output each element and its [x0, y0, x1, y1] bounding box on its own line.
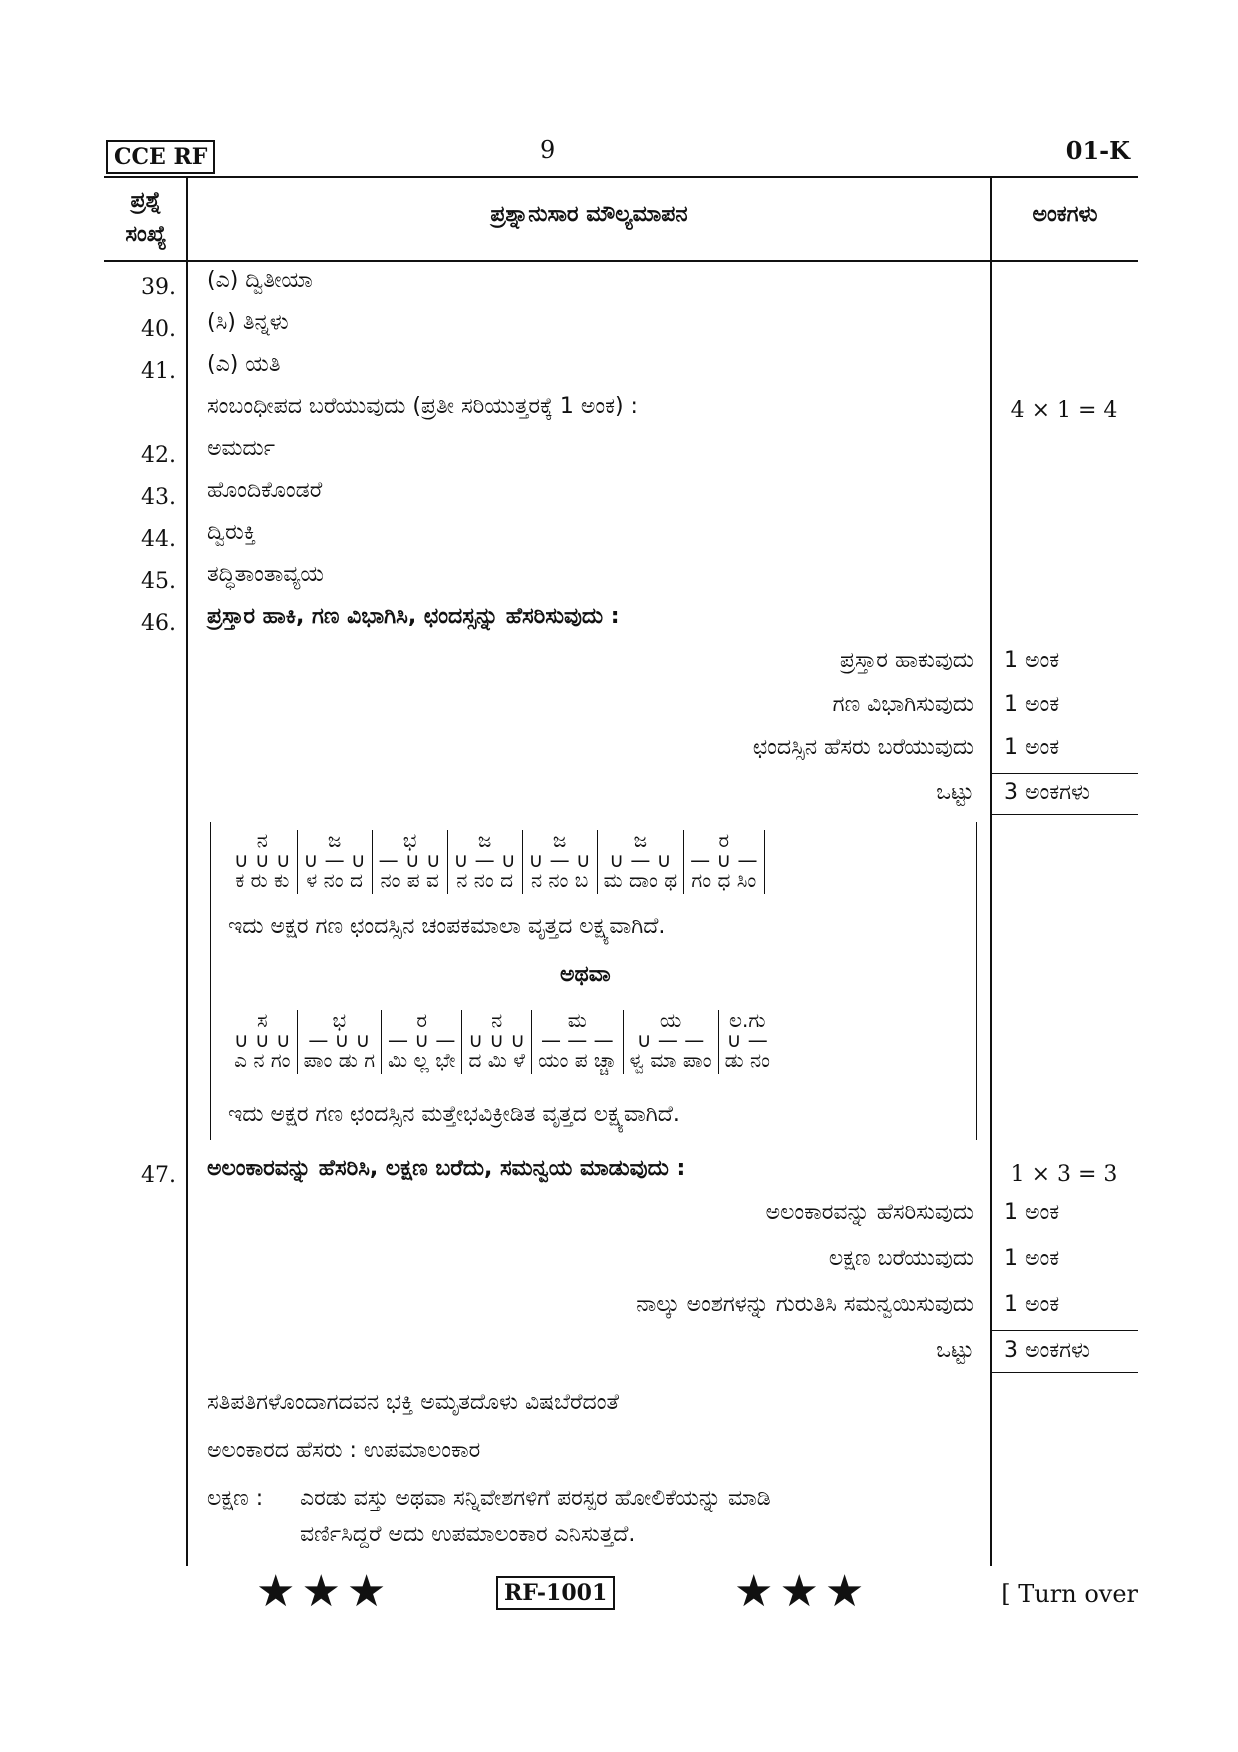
gana-label: ರ — [718, 828, 730, 852]
q47-example: ಸತಿಪತಿಗಳೊಂದಾಗದವನ ಭಕ್ತಿ ಅಮೃತದೊಳು ವಿಷಬೆರೆದಂತೆ — [207, 1390, 620, 1415]
scansion-marks: ∪ — ∪ — [453, 848, 516, 872]
gana-label: ಯ — [659, 1008, 682, 1032]
gana-label: ಸ — [257, 1008, 268, 1032]
q46-row2-marks: 1 ಅಂಕ — [1004, 692, 1060, 717]
q47-row2-label: ಲಕ್ಷಣ ಬರೆಯುವುದು — [828, 1246, 974, 1271]
scansion-marks: ∪ — ∪ — [303, 848, 366, 872]
q47-row1-label: ಅಲಂಕಾರವನ್ನು ಹೆಸರಿಸುವುದು — [765, 1200, 974, 1225]
scansion-marks: ∪ ∪ ∪ — [234, 848, 291, 872]
metre1-note: ಇದು ಅಕ್ಷರ ಗಣ ಛಂದಸ್ಸಿನ ಚಂಪಕಮಾಲಾ ವೃತ್ತದ ಲಕ್ಷ್ಯವಾಗಿದೆ. — [228, 914, 666, 939]
metre1-gana — [523, 830, 598, 894]
gana-label: ಭ — [332, 1008, 347, 1032]
q45-number: 45. — [141, 569, 176, 594]
head-question-number — [110, 184, 182, 252]
metre2-gana — [624, 1010, 719, 1074]
q43-number: 43. — [141, 485, 176, 510]
metre1-gana — [598, 830, 685, 894]
metre2-gana — [719, 1010, 776, 1074]
syllables: ಳ್ವ ಮಾ ಪಾಂ — [629, 1048, 712, 1072]
syllables: ಎ ನ ಗಂ — [234, 1048, 291, 1072]
q46-row3-marks: 1 ಅಂಕ — [1004, 735, 1060, 760]
metre2 — [228, 1010, 776, 1074]
relation-intro: ಸಂಬಂಧೀಪದ ಬರೆಯುವುದು (ಪ್ರತೀ ಸರಿಯುತ್ತರಕ್ಕೆ 1 ಅಂಕ) : — [207, 394, 638, 419]
gana-label: ಭ — [402, 828, 417, 852]
syllables: ನಂ ಪ ವ — [380, 868, 439, 892]
gana-label: ರ — [416, 1008, 428, 1032]
metre1-gana — [684, 830, 764, 894]
scansion-marks: ∪ — — — [636, 1028, 705, 1052]
head-evaluation: ಪ್ರಶ್ನಾನುಸಾರ ಮೌಲ್ಯಮಾಪನ — [490, 202, 688, 227]
syllables: ಡು ನಂ — [724, 1048, 770, 1072]
scansion-marks: ∪ ∪ ∪ — [234, 1028, 291, 1052]
metre2-gana — [228, 1010, 298, 1074]
metre2-gana — [532, 1010, 624, 1074]
syllables: ಯಂ ಪ ಚ್ಚಾ — [538, 1048, 617, 1072]
q40-answer: (ಸಿ) ತಿನ್ನಳು — [207, 310, 289, 335]
q46-row3-label: ಛಂದಸ್ಸಿನ ಹೆಸರು ಬರೆಯುವುದು — [752, 735, 974, 760]
syllables: ಕ ರು ಕು — [235, 868, 290, 892]
q47-definition-line2: ವರ್ಣಿಸಿದ್ದರೆ ಅದು ಉಪಮಾಲಂಕಾರ ಎನಿಸುತ್ತದೆ. — [300, 1522, 636, 1547]
q47-total-bottom-rule — [990, 1372, 1138, 1373]
column-divider-left — [186, 176, 188, 1566]
metre1-gana — [228, 830, 298, 894]
footer-stars-left: ★★★ — [256, 1566, 393, 1617]
metre2-gana — [298, 1010, 382, 1074]
relation-marks: 4 × 1 = 4 — [1010, 398, 1118, 423]
footer-code: RF-1001 — [496, 1576, 615, 1610]
metre-or: ಅಥವಾ — [560, 962, 611, 987]
q47-row3-label: ನಾಲ್ಕು ಅಂಶಗಳನ್ನು ಗುರುತಿಸಿ ಸಮನ್ವಯಿಸುವುದು — [636, 1292, 974, 1317]
q46-number: 46. — [141, 611, 176, 636]
q47-number: 47. — [141, 1163, 176, 1188]
q45-answer: ತದ್ಧಿತಾಂತಾವ್ಯಯ — [207, 562, 324, 587]
q46-total-label: ಒಟ್ಟು — [936, 780, 974, 805]
syllables: ಗಂ ಧ ಸಿಂ — [691, 868, 757, 892]
turn-over-label: [ Turn over — [1001, 1580, 1138, 1608]
scansion-marks: ∪ — — [726, 1028, 768, 1052]
syllables: ದ ಮಿ ಳೆ — [468, 1048, 525, 1072]
scansion-marks: — ∪ ∪ — [308, 1028, 371, 1052]
metre2-gana — [382, 1010, 462, 1074]
q47-marks: 1 × 3 = 3 — [1010, 1162, 1118, 1187]
scansion-marks: — — — — [540, 1028, 614, 1052]
q42-number: 42. — [141, 443, 176, 468]
q47-title: ಅಲಂಕಾರವನ್ನು ಹೆಸರಿಸಿ, ಲಕ್ಷಣ ಬರೆದು, ಸಮನ್ವಯ ಮಾಡುವುದು : — [207, 1156, 686, 1181]
q47-definition-line1: ಎರಡು ವಸ್ತು ಅಥವಾ ಸನ್ನಿವೇಶಗಳಿಗೆ ಪರಸ್ಪರ ಹೋಲಿಕೆಯನ್ನು ಮಾಡಿ — [300, 1486, 771, 1511]
metre1 — [228, 830, 765, 894]
metre1-gana — [298, 830, 373, 894]
gana-label: ಜ — [552, 828, 567, 852]
q47-total-label: ಒಟ್ಟು — [936, 1338, 974, 1363]
scansion-marks: ∪ — ∪ — [609, 848, 672, 872]
scansion-marks: ∪ ∪ ∪ — [468, 1028, 526, 1052]
gana-label: ಜ — [633, 828, 648, 852]
syllables: ಮಿ ಲ್ಲ ಭೇ — [388, 1048, 456, 1072]
q40-number: 40. — [141, 317, 176, 342]
q46-total-marks: 3 ಅಂಕಗಳು — [1004, 780, 1090, 805]
scansion-marks: — ∪ — — [690, 848, 758, 872]
q42-answer: ಅಮರ್ದು — [207, 436, 276, 461]
syllables: ಮ ದಾಂ ಥ — [603, 868, 678, 892]
syllables: ಳ ನಂ ದ — [306, 868, 363, 892]
q46-title: ಪ್ರಸ್ತಾರ ಹಾಕಿ, ಗಣ ವಿಭಾಗಿಸಿ, ಛಂದಸ್ಸನ್ನು ಹೆಸರಿಸುವುದು : — [207, 604, 620, 629]
table-head-border — [104, 260, 1138, 262]
q47-total-top-rule — [990, 1330, 1138, 1331]
scansion-marks: — ∪ — — [388, 1028, 456, 1052]
metre2-gana — [462, 1010, 532, 1074]
page-number: 9 — [540, 136, 556, 164]
syllables: ನ ನಂ ಬ — [530, 868, 589, 892]
q39-number: 39. — [141, 275, 176, 300]
q41-answer: (ಎ) ಯತಿ — [207, 352, 281, 377]
table-top-border — [104, 176, 1138, 178]
q46-row2-label: ಗಣ ವಿಭಾಗಿಸುವುದು — [832, 692, 974, 717]
gana-label: ನ — [256, 828, 268, 852]
head-marks: ಅಂಕಗಳು — [1032, 202, 1098, 227]
q41-number: 41. — [141, 359, 176, 384]
q47-figure-name: ಅಲಂಕಾರದ ಹೆಸರು : ಉಪಮಾಲಂಕಾರ — [207, 1438, 481, 1463]
syllables: ನ ನಂ ದ — [456, 868, 514, 892]
syllables: ಪಾಂ ಡು ಗ — [303, 1048, 376, 1072]
q39-answer: (ಎ) ದ್ವಿತೀಯಾ — [207, 268, 313, 293]
q46-total-top-rule — [990, 773, 1138, 774]
scansion-marks: ∪ — ∪ — [528, 848, 591, 872]
q47-total-marks: 3 ಅಂಕಗಳು — [1004, 1338, 1090, 1363]
paper-code-right: 01-K — [1065, 136, 1130, 165]
q46-row1-label: ಪ್ರಸ್ತಾರ ಹಾಕುವುದು — [839, 648, 974, 673]
head-question-number-label: ಪ್ರಶ್ನೆ ಸಂಖ್ಯೆ — [125, 188, 167, 247]
q44-answer: ದ್ವಿರುಕ್ತಿ — [207, 520, 256, 545]
q44-number: 44. — [141, 527, 176, 552]
column-divider-right — [990, 176, 992, 1566]
gana-label: ಲ.ಗು — [729, 1008, 766, 1032]
q47-definition-label: ಲಕ್ಷಣ : — [207, 1486, 264, 1511]
q47-row2-marks: 1 ಅಂಕ — [1004, 1246, 1060, 1271]
gana-label: ಜ — [477, 828, 492, 852]
gana-label: ಮ — [567, 1008, 587, 1032]
scansion-marks: — ∪ ∪ — [378, 848, 441, 872]
gana-label: ಜ — [327, 828, 342, 852]
q47-row1-marks: 1 ಅಂಕ — [1004, 1200, 1060, 1225]
q46-row1-marks: 1 ಅಂಕ — [1004, 648, 1060, 673]
metre2-note: ಇದು ಅಕ್ಷರ ಗಣ ಛಂದಸ್ಸಿನ ಮತ್ತೇಭವಿಕ್ರೀಡಿತ ವೃತ್ತದ ಲಕ್ಷ್ಯವಾಗಿದೆ. — [228, 1102, 680, 1127]
q47-row3-marks: 1 ಅಂಕ — [1004, 1292, 1060, 1317]
metre1-gana — [373, 830, 448, 894]
metre-box-left — [210, 822, 211, 1140]
q43-answer: ಹೊಂದಿಕೊಂಡರೆ — [207, 478, 323, 503]
q46-total-bottom-rule — [990, 814, 1138, 815]
metre1-gana — [448, 830, 523, 894]
gana-label: ನ — [491, 1008, 503, 1032]
metre-box-right — [976, 822, 977, 1140]
footer-stars-right: ★★★ — [734, 1566, 871, 1617]
paper-code-left: CCE RF — [106, 140, 215, 174]
